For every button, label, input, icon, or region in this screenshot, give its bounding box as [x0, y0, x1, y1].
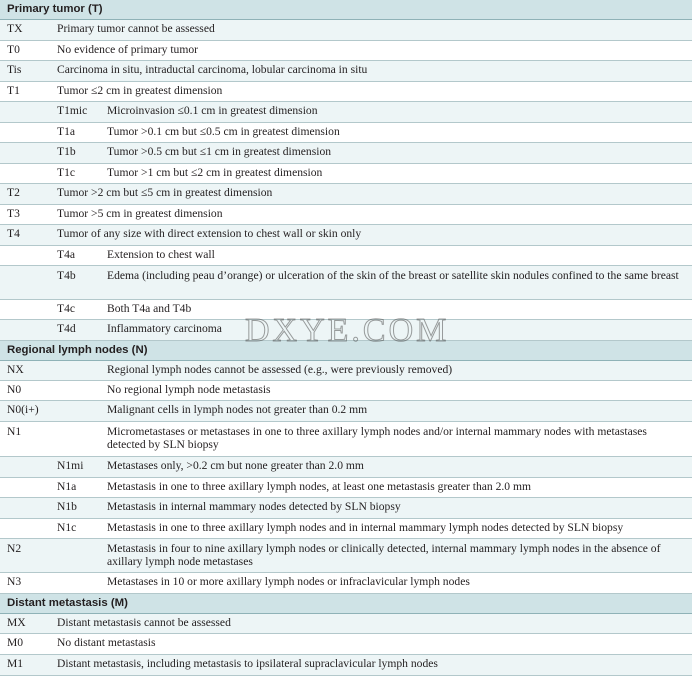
row-code: T2 [7, 186, 20, 199]
table-row [0, 266, 692, 300]
row-code: T1mic [57, 104, 88, 117]
row-description: No distant metastasis [57, 636, 156, 649]
row-description: Tumor >5 cm in greatest dimension [57, 207, 223, 220]
row-code: M0 [7, 636, 24, 649]
table-row [0, 20, 692, 41]
row-code: T0 [7, 43, 20, 56]
row-description: Regional lymph nodes cannot be assessed (e.g., were previously removed) [107, 363, 453, 376]
table-row [0, 205, 692, 225]
row-description: Metastasis in four to nine axillary lymph nodes or clinically detected, internal mammary lymph nodes in the absence of axillary lymph node metastases [107, 542, 661, 569]
row-description: No regional lymph node metastasis [107, 383, 271, 396]
row-description: Metastases only, >0.2 cm but none greater than 2.0 mm [107, 459, 364, 472]
row-code: T4b [57, 269, 76, 282]
row-description: Both T4a and T4b [107, 302, 192, 315]
table-row [0, 300, 692, 320]
table-row [0, 478, 692, 498]
row-description: Tumor of any size with direct extension to chest wall or skin only [57, 227, 362, 240]
row-description: Metastasis in one to three axillary lymph nodes and in internal mammary lymph nodes detected by SLN biopsy [107, 521, 624, 534]
row-code: TX [7, 22, 23, 35]
row-description: Tumor ≤2 cm in greatest dimension [57, 84, 223, 97]
row-description: Microinvasion ≤0.1 cm in greatest dimension [107, 104, 318, 117]
table-row [0, 246, 692, 266]
row-code: T1 [7, 84, 20, 97]
table-row [0, 320, 692, 341]
table-row [0, 457, 692, 478]
row-code: N1a [57, 480, 77, 493]
row-code: T3 [7, 207, 20, 220]
table-row [0, 143, 692, 164]
row-code: N0 [7, 383, 22, 396]
table-row [0, 498, 692, 519]
row-description: Primary tumor cannot be assessed [57, 22, 215, 35]
table-row [0, 123, 692, 143]
row-code: NX [7, 363, 24, 376]
row-code: MX [7, 616, 26, 629]
row-description: Tumor >0.1 cm but ≤0.5 cm in greatest dimension [107, 125, 340, 138]
row-description: Tumor >1 cm but ≤2 cm in greatest dimension [107, 166, 323, 179]
row-description: Distant metastasis cannot be assessed [57, 616, 231, 629]
table-row [0, 573, 692, 594]
row-description: Metastases in 10 or more axillary lymph nodes or infraclavicular lymph nodes [107, 575, 470, 588]
row-description: Extension to chest wall [107, 248, 215, 261]
table-row [0, 634, 692, 655]
row-code: T1c [57, 166, 76, 179]
row-description: Tumor >0.5 cm but ≤1 cm in greatest dimension [107, 145, 332, 158]
row-code: N3 [7, 575, 22, 588]
row-description: Tumor >2 cm but ≤5 cm in greatest dimension [57, 186, 273, 199]
table-row [0, 539, 692, 573]
table-row [0, 225, 692, 246]
table-row [0, 102, 692, 123]
row-code: N1b [57, 500, 77, 513]
table-row [0, 41, 692, 61]
table-row [0, 164, 692, 184]
row-code: N1c [57, 521, 77, 534]
row-code: N2 [7, 542, 22, 555]
section-header-primary-tumor: Primary tumor (T) [0, 0, 692, 20]
row-code: N1 [7, 425, 22, 438]
table-row [0, 184, 692, 205]
table-row [0, 655, 692, 676]
table-row [0, 614, 692, 634]
row-code: T1b [57, 145, 76, 158]
row-description: Distant metastasis, including metastasis to ipsilateral supraclavicular lymph nodes [57, 657, 438, 670]
row-description: Inflammatory carcinoma [107, 322, 222, 335]
row-code: M1 [7, 657, 24, 670]
row-description: Malignant cells in lymph nodes not greater than 0.2 mm [107, 403, 368, 416]
row-code: T1a [57, 125, 76, 138]
row-description: Metastasis in one to three axillary lymph nodes, at least one metastasis greater than 2.0 mm [107, 480, 532, 493]
table-row [0, 381, 692, 401]
row-code: T4c [57, 302, 76, 315]
row-description: Metastasis in internal mammary nodes detected by SLN biopsy [107, 500, 401, 513]
table-row [0, 361, 692, 381]
row-code: N0(i+) [7, 403, 39, 416]
row-code: T4 [7, 227, 20, 240]
table-row [0, 401, 692, 422]
row-code: T4a [57, 248, 76, 261]
row-code: N1mi [57, 459, 84, 472]
table-row [0, 61, 692, 82]
row-description: No evidence of primary tumor [57, 43, 199, 56]
row-code: Tis [7, 63, 22, 76]
row-code: T4d [57, 322, 76, 335]
table-row [0, 82, 692, 102]
table-row [0, 519, 692, 539]
row-description: Micrometastases or metastases in one to three axillary lymph nodes and/or internal mammary nodes with metastases detected by SLN biopsy [107, 425, 647, 452]
table-row [0, 422, 692, 457]
row-description: Edema (including peau d’orange) or ulceration of the skin of the breast or satellite skin nodules confined to the same breast [107, 269, 679, 282]
section-header-distant-metastasis: Distant metastasis (M) [0, 594, 692, 614]
row-description: Carcinoma in situ, intraductal carcinoma, lobular carcinoma in situ [57, 63, 368, 76]
section-header-regional-lymph-nodes: Regional lymph nodes (N) [0, 341, 692, 361]
